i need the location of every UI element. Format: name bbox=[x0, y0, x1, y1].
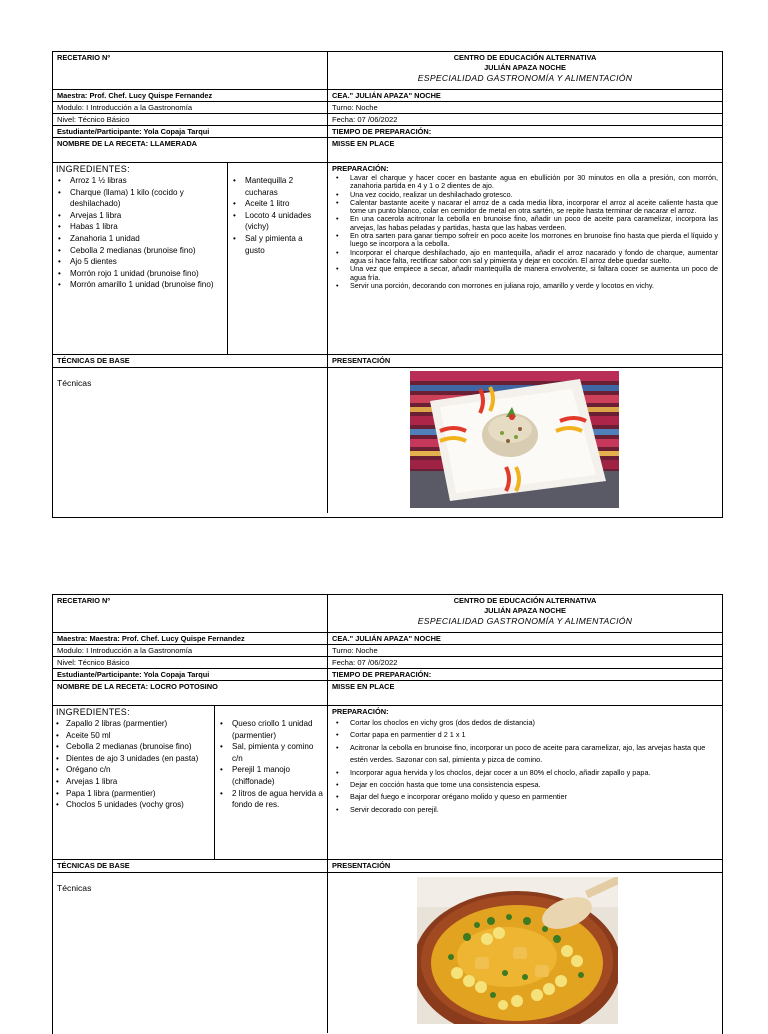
ingredients-title: INGREDIENTES: bbox=[56, 164, 130, 174]
list-item: • Papa 1 libra (parmentier) bbox=[56, 788, 211, 800]
list-item: • Morrón amarillo 1 unidad (brunoise fino) bbox=[56, 279, 224, 291]
list-item: • Arvejas 1 libra bbox=[56, 210, 224, 222]
ingredients-right-col bbox=[215, 706, 327, 859]
list-item: • Orégano c/n bbox=[56, 764, 211, 776]
list-item: • Sal y pimienta a gusto bbox=[231, 233, 324, 256]
center-line2: JULIÁN APAZA NOCHE bbox=[484, 606, 566, 615]
list-item: • Morrón rojo 1 unidad (brunoise fino) bbox=[56, 268, 224, 280]
maestra-field: Maestra: Maestra: Prof. Chef. Lucy Quispe Fernandez bbox=[53, 633, 328, 644]
ingredients-left-col bbox=[53, 163, 228, 354]
list-item: • Servir decorado con perejil. bbox=[332, 804, 718, 816]
preparation-title: PREPARACIÓN: bbox=[332, 707, 389, 716]
list-item: • Una vez cocido, realizar un deshilachado grotesco. bbox=[332, 191, 718, 199]
recipe-name: NOMBRE DE LA RECETA: LOCRO POTOSINO bbox=[53, 681, 328, 705]
ingredients-title: INGREDIENTES: bbox=[56, 707, 130, 717]
list-item: • Perejil 1 manojo (chiffonade) bbox=[218, 764, 324, 787]
list-item: • Charque (llama) 1 kilo (cocido y deshilachado) bbox=[56, 187, 224, 210]
preparation-steps bbox=[332, 717, 718, 816]
recetario-label: RECETARIO Nº bbox=[53, 52, 328, 89]
nivel-field: Nivel: Técnico Básico bbox=[53, 114, 328, 125]
cea-field: CEA." JULIÁN APAZA" NOCHE bbox=[332, 91, 441, 100]
llamerada-plate-image bbox=[410, 371, 619, 508]
list-item: • Aceite 1 litro bbox=[231, 198, 324, 210]
list-item: • Aceite 50 ml bbox=[56, 730, 211, 742]
list-item: • Incorporar agua hervida y los choclos, dejar cocer a un 80% el choclo, añadir zapallo y papa. bbox=[332, 767, 718, 779]
list-item: • Servir una porción, decorando con morrones en juliana rojo, amarillo y verde y locotos en vichy. bbox=[332, 282, 718, 290]
institution-header bbox=[328, 52, 722, 89]
recipe-sheet-llamerada bbox=[52, 51, 723, 518]
list-item: • Lavar el charque y hacer cocer en bastante agua en ebullición por 30 minutos en olla a presión, con morrón, zanahoria partida en 4 y 1 o 2 dientes de ajo. bbox=[332, 174, 718, 191]
ingredients-left-col bbox=[53, 706, 215, 859]
ingredients-list-left bbox=[56, 718, 211, 811]
list-item: • Arvejas 1 libra bbox=[56, 776, 211, 788]
tecnicas-label: TÉCNICAS DE BASE bbox=[53, 860, 328, 872]
ingredients-list-right bbox=[231, 175, 324, 256]
list-item: • Cortar los choclos en vichy gros (dos dedos de distancia) bbox=[332, 717, 718, 729]
header-row bbox=[53, 595, 722, 633]
locro-bowl-image bbox=[417, 877, 618, 1024]
list-item: • Cebolla 2 medianas (brunoise fino) bbox=[56, 741, 211, 753]
preparation-title: PREPARACIÓN: bbox=[332, 164, 389, 173]
ingredients-right-col bbox=[228, 163, 327, 354]
turno-field: Turno: Noche bbox=[332, 103, 378, 112]
locro-photo bbox=[417, 877, 618, 1024]
list-item: • Zapallo 2 libras (parmentier) bbox=[56, 718, 211, 730]
nivel-field: Nivel: Técnico Básico bbox=[53, 657, 328, 668]
modulo-field: Modulo: I Introducción a la Gastronomía bbox=[53, 102, 328, 113]
institution-header bbox=[328, 595, 722, 632]
list-item: • 2 litros de agua hervida a fondo de res. bbox=[218, 788, 324, 811]
list-item: • Habas 1 libra bbox=[56, 221, 224, 233]
list-item: • Calentar bastante aceite y nacarar el arroz de a cada media libra, incorporar el arroz al aceite caliente hasta que tome un punto blanco, colar en cernidor de metal en otra sartén, se repite hasta terminar de nacarar el arroz. bbox=[332, 199, 718, 216]
list-item: • Dejar en cocción hasta que tome una consistencia espesa. bbox=[332, 779, 718, 791]
header-row bbox=[53, 52, 722, 90]
preparation-cell bbox=[328, 163, 722, 354]
ingredients-cell bbox=[53, 163, 328, 354]
llamerada-photo bbox=[410, 371, 619, 508]
modulo-field: Modulo: I Introducción a la Gastronomía bbox=[53, 645, 328, 656]
list-item: • Dientes de ajo 3 unidades (en pasta) bbox=[56, 753, 211, 765]
presentacion-label: PRESENTACIÓN bbox=[332, 356, 391, 365]
misse-label: MISSE EN PLACE bbox=[332, 682, 395, 691]
preparation-cell bbox=[328, 706, 722, 859]
turno-field: Turno: Noche bbox=[332, 646, 378, 655]
presentacion-label: PRESENTACIÓN bbox=[332, 861, 391, 870]
list-item: • Cortar papa en parmentier d 2 1 x 1 bbox=[332, 729, 718, 741]
list-item: • Sal, pimienta y comino c/n bbox=[218, 741, 324, 764]
fecha-field: Fecha: 07 /06/2022 bbox=[332, 658, 398, 667]
list-item: • Arroz 1 ½ libras bbox=[56, 175, 224, 187]
list-item: • Ajo 5 dientes bbox=[56, 256, 224, 268]
list-item: • Acitronar la cebolla en brunoise fino, incorporar un poco de aceite para caramelizar, ajo, las arvejas hasta que estén verdes. Sazonar con sal, pimienta y pizca de comino. bbox=[332, 742, 718, 767]
ingredients-list-right bbox=[218, 718, 324, 811]
recipe-name: NOMBRE DE LA RECETA: LLAMERADA bbox=[53, 138, 328, 162]
recipe-sheet-locro-potosino bbox=[52, 594, 723, 1034]
tecnicas-text: Técnicas bbox=[53, 873, 328, 1033]
list-item: • En otra sarten para ganar tiempo sofreír en poco aceite los morrones en brunoise fino hasta que pierda el líquido y luego se incorpora a la cebolla. bbox=[332, 232, 718, 249]
specialty: ESPECIALIDAD GASTRONOMÍA Y ALIMENTACIÓN bbox=[417, 73, 633, 83]
list-item: • Incorporar el charque deshilachado, ajo en mantequilla, añadir el arroz nacarado y fondo de charque, aumentar agua si hace falta, rectificar sabor con sal y pimienta y dejar en cocción. El arroz debe quedar suelto. bbox=[332, 249, 718, 266]
specialty: ESPECIALIDAD GASTRONOMÍA Y ALIMENTACIÓN bbox=[417, 616, 633, 626]
center-line1: CENTRO DE EDUCACIÓN ALTERNATIVA bbox=[453, 53, 597, 62]
tecnicas-text: Técnicas bbox=[53, 368, 328, 513]
list-item: • Locoto 4 unidades (vichy) bbox=[231, 210, 324, 233]
maestra-field: Maestra: Prof. Chef. Lucy Quispe Fernandez bbox=[53, 90, 328, 101]
list-item: • Zanahoria 1 unidad bbox=[56, 233, 224, 245]
misse-label: MISSE EN PLACE bbox=[332, 139, 395, 148]
center-line2: JULIÁN APAZA NOCHE bbox=[484, 63, 566, 72]
estudiante-field: Estudiante/Participante: Yola Copaja Tarqui bbox=[53, 669, 328, 680]
recetario-label: RECETARIO Nº bbox=[53, 595, 328, 632]
fecha-field: Fecha: 07 /06/2022 bbox=[332, 115, 398, 124]
ingredients-list-left bbox=[56, 175, 224, 291]
tiempo-field: TIEMPO DE PREPARACIÓN: bbox=[332, 670, 432, 679]
tecnicas-label: TÉCNICAS DE BASE bbox=[53, 355, 328, 367]
ingredients-cell bbox=[53, 706, 328, 859]
list-item: • Choclos 5 unidades (vochy gros) bbox=[56, 799, 211, 811]
list-item: • Una vez que empiece a secar, añadir mantequilla de manera envolvente, si faltara cocer se aumenta un poco de agua fría. bbox=[332, 265, 718, 282]
estudiante-field: Estudiante/Participante: Yola Copaja Tarqui bbox=[53, 126, 328, 137]
list-item: • Mantequilla 2 cucharas bbox=[231, 175, 324, 198]
list-item: • Queso criollo 1 unidad (parmentier) bbox=[218, 718, 324, 741]
list-item: • En una cacerola acitronar la cebolla en brunoise fino, añadir un poco de aceite para caramelizar, incorpora las arvejas, las habas peladas y partidas, hasta que las habas verdeen. bbox=[332, 215, 718, 232]
tiempo-field: TIEMPO DE PREPARACIÓN: bbox=[332, 127, 432, 136]
center-line1: CENTRO DE EDUCACIÓN ALTERNATIVA bbox=[453, 596, 597, 605]
list-item: • Bajar del fuego e incorporar orégano molido y queso en parmentier bbox=[332, 791, 718, 803]
cea-field: CEA." JULIÁN APAZA" NOCHE bbox=[332, 634, 441, 643]
preparation-steps bbox=[332, 174, 718, 290]
list-item: • Cebolla 2 medianas (brunoise fino) bbox=[56, 245, 224, 257]
